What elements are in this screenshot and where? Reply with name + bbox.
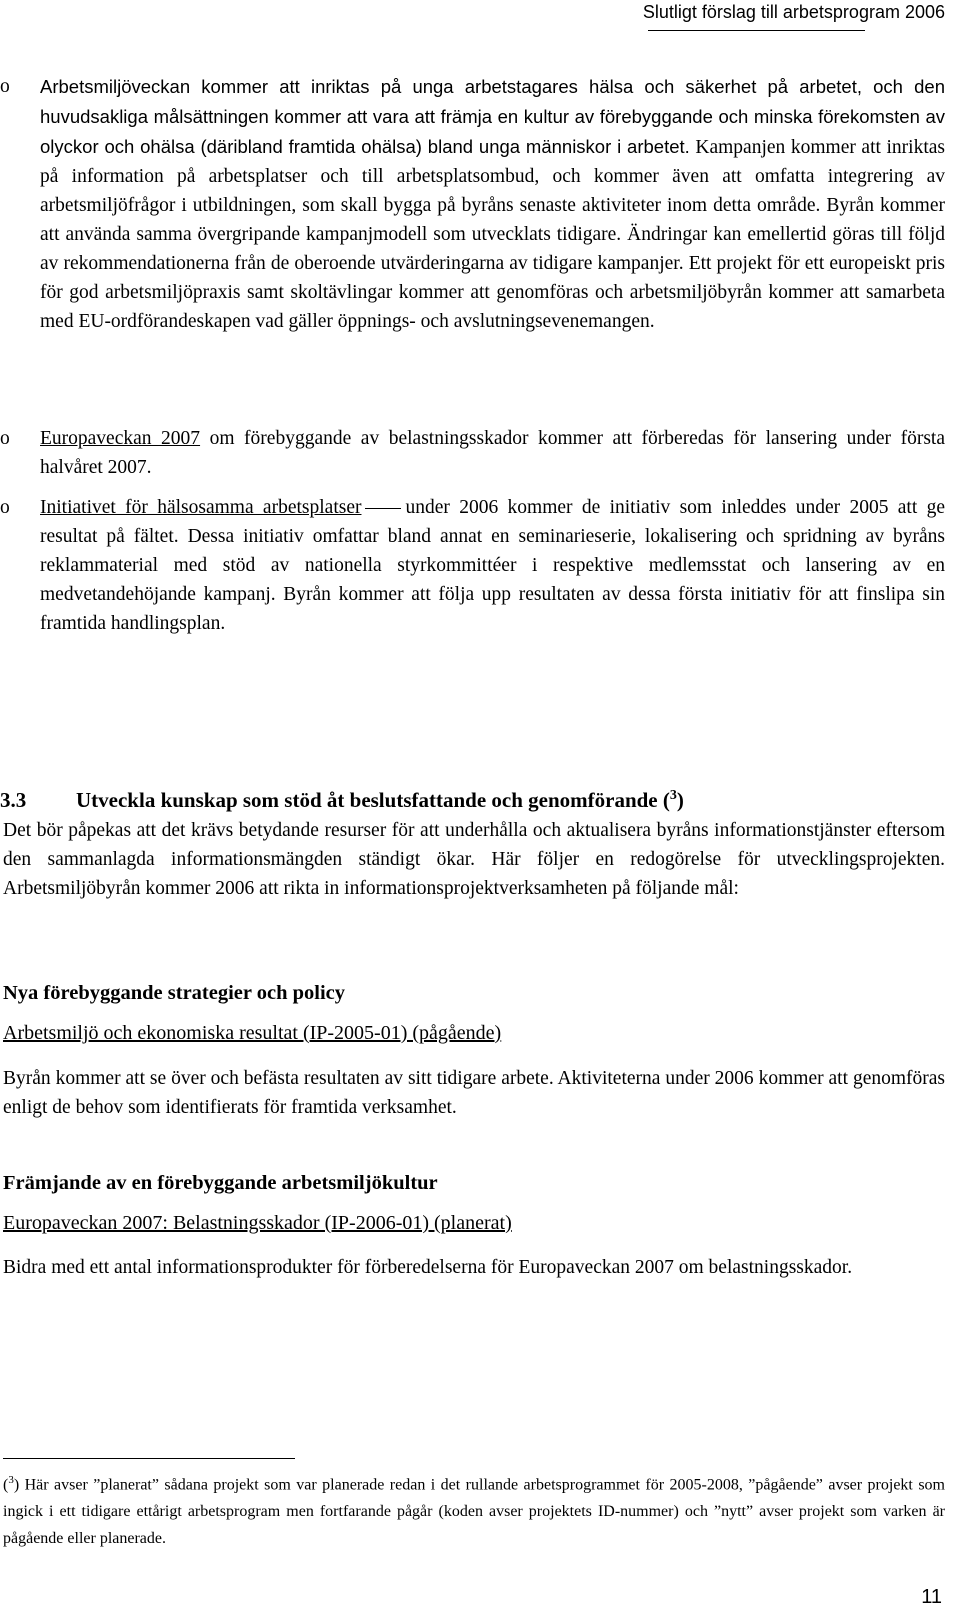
bullet-text xyxy=(40,493,945,638)
footnote-open: ( xyxy=(3,1476,9,1494)
section-intro-text: Det bör påpekas att det krävs betydande resurser för att underhålla och aktualisera byråns informationstjänster eftersom den sammanlagda informationsmängden ständigt ökar. Här följer en redogörelse för utvecklingsprojekten. Arbetsmiljöbyrån kommer 2006 att rikta in informationsprojektverksamheten på följande mål: xyxy=(3,820,945,899)
section-title-text: Utveckla kunskap som stöd åt beslutsfattande och genomförande ( xyxy=(76,788,670,812)
em-dash xyxy=(365,508,401,509)
subheading-framjande: Främjande av en förebyggande arbetsmiljökultur xyxy=(3,1172,438,1194)
section-intro xyxy=(3,816,945,903)
bullet-marker: o xyxy=(0,497,10,518)
section-number: 3.3 xyxy=(0,788,27,812)
project-title-ip-2006-01: Europaveckan 2007: Belastningsskador (IP-2006-01) (planerat) xyxy=(3,1212,512,1234)
bullet-text-sans: Arbetsmiljöveckan kommer att inriktas på unga arbetstagares hälsa och säkerhet på arbetet, och den huvudsakliga målsättningen kommer att vara att främja en kultur av förebyggande och minska förekomsten av olyckor och ohälsa (däribland framtida ohälsa) bland unga människor i arbetet. xyxy=(40,76,945,157)
bullet-body: under 2006 kommer de initiativ som inleddes under 2005 att ge resultat på fältet. Dessa initiativ omfattar bland annat en seminarieserie, lokalisering och spridning av byråns reklammaterial med stöd av nationella styrkommittéer i respektive medlemsstat och lansering av en medvetandehöjande kampanj. Byrån kommer att följa upp resultaten av dessa första initiativ för att finslipa sin framtida handlingsplan. xyxy=(40,497,945,634)
bullet-body: om förebyggande av belastningsskador kommer att förberedas för lansering under första halvåret 2007. xyxy=(40,428,945,478)
block-text: Byrån kommer att se över och befästa resultaten av sitt tidigare arbete. Aktiviteterna under 2006 kommer att genomföras enligt de behov som identifierats för framtida verksamhet. xyxy=(3,1068,945,1118)
subheading-nya-strategier: Nya förebyggande strategier och policy xyxy=(3,982,346,1004)
footnote-number: 3 xyxy=(8,1474,14,1486)
block-text: Bidra med ett antal informationsprodukter för förberedelserna för Europaveckan 2007 om belastningsskador. xyxy=(3,1257,853,1278)
page-number: 11 xyxy=(921,1586,942,1608)
block-paragraph xyxy=(3,1064,945,1122)
initiativet-link[interactable]: Initiativet för hälsosamma arbetsplatser xyxy=(40,497,362,518)
header-rule xyxy=(648,30,865,31)
footnote-reference[interactable]: 3 xyxy=(669,788,677,803)
bullet-item-initiativet xyxy=(0,493,945,638)
footnote-rule xyxy=(3,1458,295,1459)
europaveckan-link[interactable]: Europaveckan 2007 xyxy=(40,428,201,449)
bullet-item-europaveckan xyxy=(0,424,945,482)
block-paragraph xyxy=(3,1253,945,1282)
project-title-ip-2005-01: Arbetsmiljö och ekonomiska resultat (IP-2005-01) (pågående) xyxy=(3,1022,502,1044)
running-header: Slutligt förslag till arbetsprogram 2006 xyxy=(642,2,945,22)
footnote-text: ) Här avser ”planerat” sådana projekt som var planerade redan i det rullande arbetsprogrammet för 2005-2008, ”pågående” avser projekt som ingick i ett tidigare ettårigt arbetsprogram men fortfarande pågår (koden avser projektets ID-nummer) och ”nytt” avser projekt som varken är pågående eller planerade. xyxy=(3,1476,945,1548)
section-title-close: ) xyxy=(676,788,684,812)
bullet-marker: o xyxy=(0,76,10,97)
bullet-text xyxy=(40,72,945,336)
bullet-marker: o xyxy=(0,428,10,449)
bullet-item-arbetsmiljoveckan xyxy=(0,72,945,336)
bullet-text xyxy=(40,424,945,482)
section-title xyxy=(76,788,684,813)
bullet-text-serif: Kampanjen kommer att inriktas på information på arbetsplatser och till arbetsplatsombud, och kommer även att omfatta integrering av arbetsmiljöfrågor i utbildningen, som skall bygga på byråns senaste aktiviteter inom detta område. Byrån kommer att använda samma övergripande kampanjmodell som utvecklats tidigare. Ändringar kan emellertid göras till följd av rekommendationerna från de oberoende utvärderingarna av tidigare kampanjer. Ett projekt för ett europeiskt pris för god arbetsmiljöpraxis samt skoltävlingar kommer att genomföras och arbetsmiljöbyrån kommer att samarbeta med EU-ordförandeskapen vad gäller öppnings- och avslutningsevenemangen. xyxy=(40,137,945,332)
footnote xyxy=(3,1467,945,1552)
